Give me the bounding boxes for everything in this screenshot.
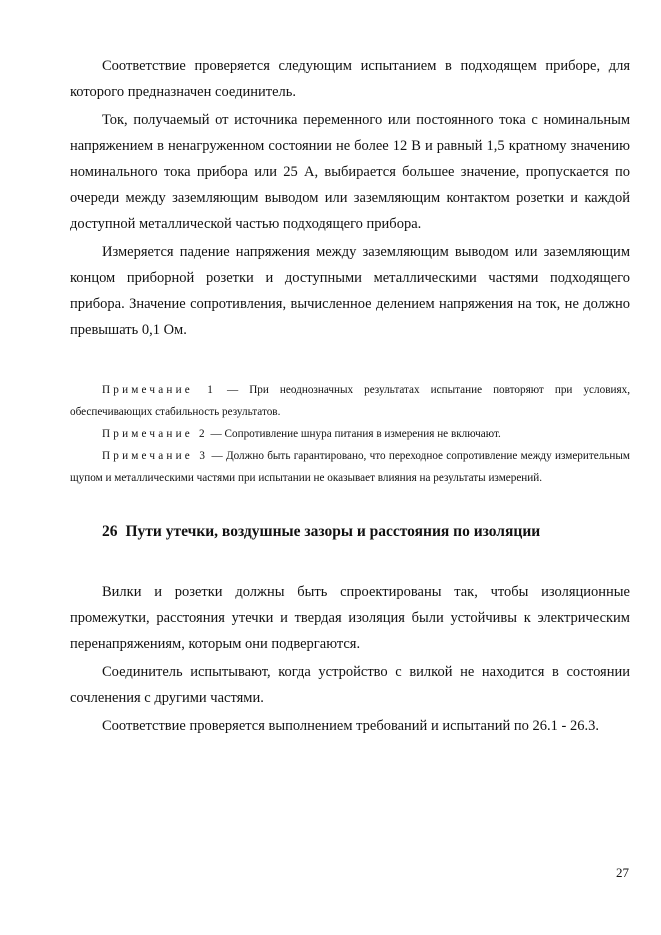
note-text: — Должно быть гарантировано, что переходное сопротивление между измерительным щупом и металлическими частями при испытании не оказывает влияния на результаты измерений. xyxy=(70,450,630,484)
body-paragraph: Вилки и розетки должны быть спроектированы так, чтобы изоляционные промежутки, расстояния утечки и твердая изоляция были устойчивы к электрическим перенапряжениям, которым они подвергаются. xyxy=(70,584,630,652)
document-page xyxy=(70,53,630,739)
note xyxy=(70,379,630,423)
body-paragraph: Ток, получаемый от источника переменного или постоянного тока с номинальным напряжением в ненагруженном состоянии не более 12 В и равный 1,5 кратному значению номинального тока прибора или 25 А, выбирается большее значение, пропускается по очереди между заземляющим выводом или заземляющим контактом розетки и каждой доступной металлической частью подходящего прибора. xyxy=(70,112,630,232)
note-label: Примечание 3 xyxy=(102,450,209,462)
section-heading xyxy=(70,519,630,545)
section-number: 26 xyxy=(102,523,118,540)
page-number: 27 xyxy=(616,865,629,880)
body-paragraph: Измеряется падение напряжения между заземляющим выводом или заземляющим концом приборной розетки и доступными металлическими частями подходящего прибора. Значение сопротивления, вычисленное делением напряжения на ток, не должно превышать 0,1 Ом. xyxy=(70,244,630,338)
note xyxy=(70,423,630,445)
note-label: Примечание 2 xyxy=(102,428,208,440)
note xyxy=(70,445,630,489)
body-paragraph: Соединитель испытывают, когда устройство с вилкой не находится в состоянии сочленения с другими частями. xyxy=(70,664,630,706)
body-paragraph: Соответствие проверяется выполнением требований и испытаний по 26.1 - 26.3. xyxy=(102,718,599,734)
body-paragraph: Соответствие проверяется следующим испытанием в подходящем приборе, для которого предназначен соединитель. xyxy=(70,58,630,100)
note-text: — Сопротивление шнура питания в измерения не включают. xyxy=(207,428,501,440)
section-title: Пути утечки, воздушные зазоры и расстояния по изоляции xyxy=(125,523,541,540)
note-label: Примечание 1 xyxy=(102,384,216,396)
note-text: — При неоднозначных результатах испытание повторяют при условиях, обеспечивающих стабильность результатов. xyxy=(70,384,630,418)
notes-block xyxy=(70,379,630,489)
section-body xyxy=(70,579,630,739)
